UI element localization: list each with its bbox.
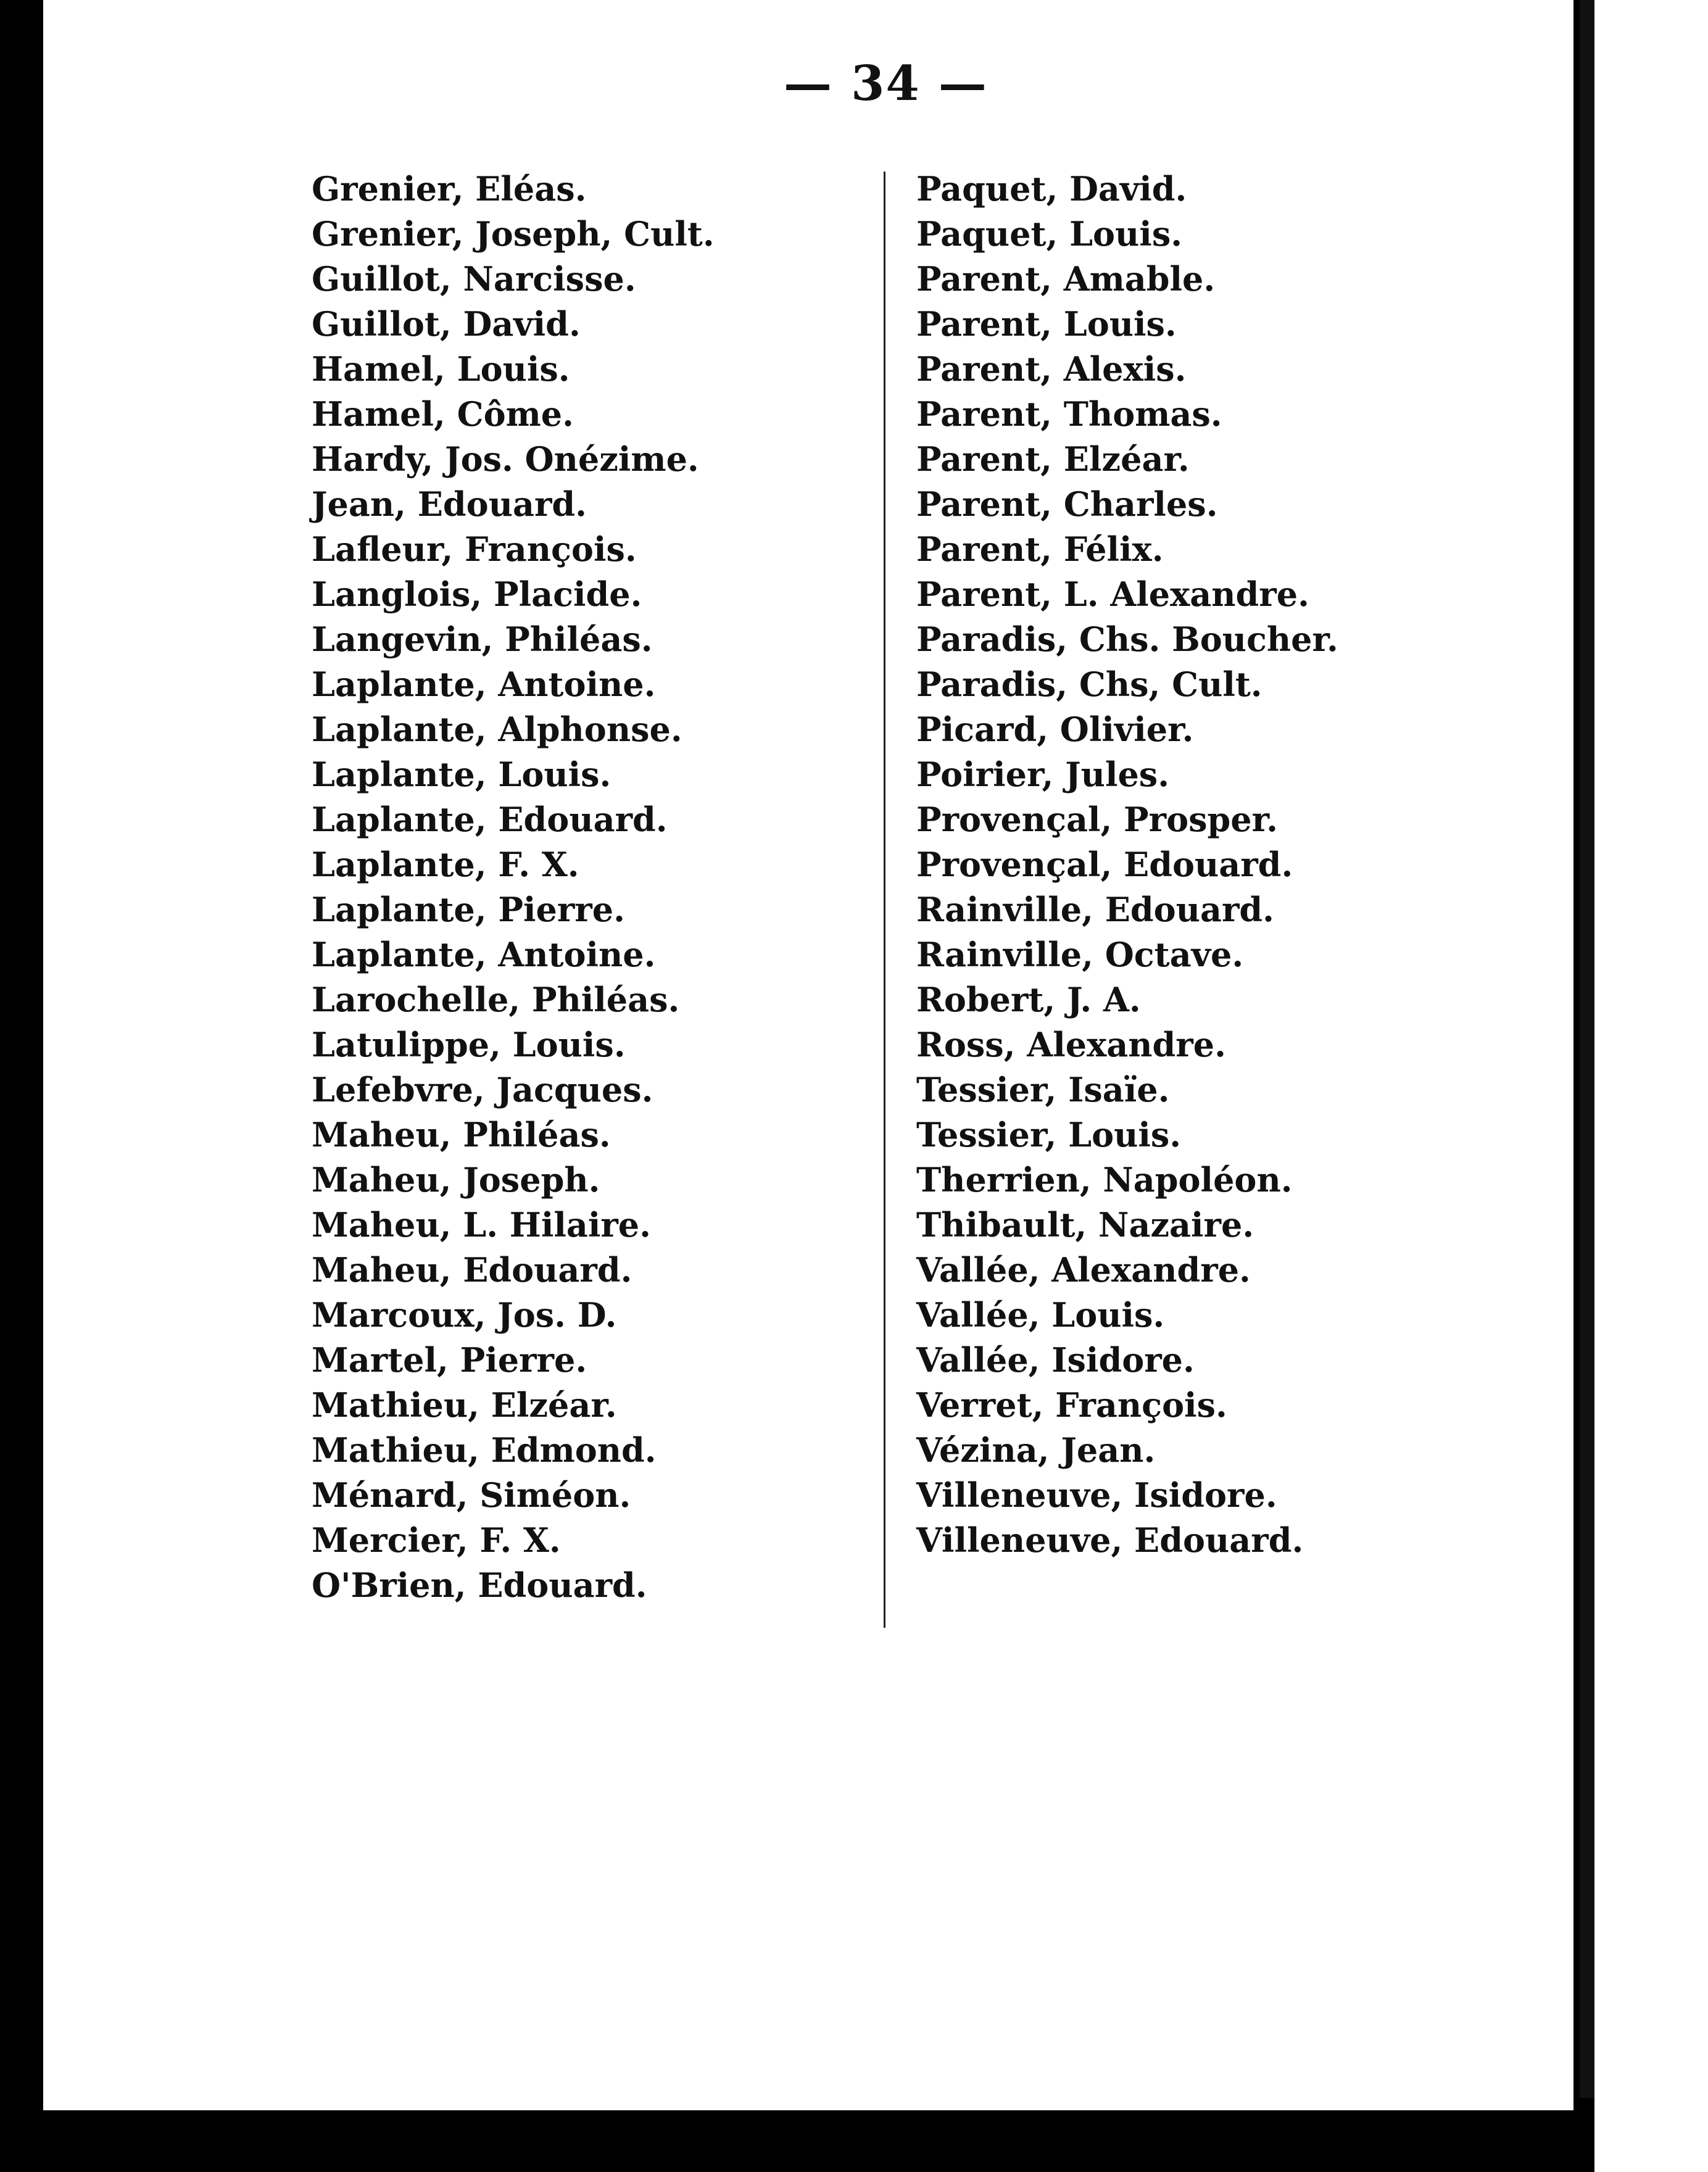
member-name-entry: O'Brien, Edouard.	[312, 1565, 647, 1605]
member-name-entry: Parent, L. Alexandre.	[916, 574, 1309, 614]
member-name-entry: Laplante, Alphonse.	[312, 710, 682, 749]
member-name-entry: Vézina, Jean.	[916, 1430, 1156, 1470]
member-name-entry: Therrien, Napoléon.	[916, 1160, 1293, 1200]
member-name-entry: Villeneuve, Isidore.	[916, 1475, 1277, 1515]
member-name-entry: Mathieu, Elzéar.	[312, 1385, 617, 1425]
member-name-entry: Tessier, Louis.	[916, 1115, 1182, 1154]
member-name-entry: Paquet, Louis.	[916, 214, 1183, 254]
member-name-entry: Grenier, Joseph, Cult.	[312, 214, 715, 254]
member-name-entry: Maheu, L. Hilaire.	[312, 1205, 651, 1245]
member-name-entry: Lafleur, François.	[312, 529, 637, 569]
member-name-entry: Hamel, Côme.	[312, 394, 574, 434]
right-name-column	[916, 167, 1558, 1563]
member-name-entry: Laplante, Antoine.	[312, 935, 656, 974]
member-name-entry: Ménard, Siméon.	[312, 1475, 631, 1515]
book-spine	[1580, 0, 1594, 2098]
member-name-entry: Poirier, Jules.	[916, 755, 1170, 794]
member-name-entry: Mercier, F. X.	[312, 1520, 561, 1560]
member-name-entry: Vallée, Isidore.	[916, 1340, 1195, 1380]
member-name-entry: Maheu, Philéas.	[312, 1115, 611, 1154]
member-name-entry: Grenier, Eléas.	[312, 169, 587, 209]
member-name-entry: Laplante, F. X.	[312, 845, 579, 884]
member-name-entry: Martel, Pierre.	[312, 1340, 587, 1380]
member-name-entry: Ross, Alexandre.	[916, 1025, 1226, 1064]
member-name-entry: Tessier, Isaïe.	[916, 1070, 1170, 1109]
member-name-entry: Rainville, Edouard.	[916, 890, 1274, 929]
member-name-entry: Laplante, Louis.	[312, 755, 611, 794]
member-name-entry: Parent, Alexis.	[916, 349, 1187, 389]
member-name-entry: Jean, Edouard.	[312, 484, 587, 524]
facing-page-edge	[1594, 0, 1708, 2172]
member-name-entry: Larochelle, Philéas.	[312, 980, 680, 1019]
member-name-entry: Maheu, Joseph.	[312, 1160, 600, 1200]
member-name-entry: Parent, Charles.	[916, 484, 1218, 524]
member-name-entry: Robert, J. A.	[916, 980, 1141, 1019]
member-name-entry: Paradis, Chs, Cult.	[916, 665, 1262, 704]
member-name-entry: Vallée, Louis.	[916, 1295, 1165, 1335]
member-name-entry: Villeneuve, Edouard.	[916, 1520, 1304, 1560]
member-name-entry: Langevin, Philéas.	[312, 620, 653, 659]
member-name-entry: Provençal, Prosper.	[916, 800, 1278, 839]
member-name-entry: Vallée, Alexandre.	[916, 1250, 1251, 1290]
member-name-entry: Parent, Félix.	[916, 529, 1164, 569]
member-name-entry: Thibault, Nazaire.	[916, 1205, 1254, 1245]
member-name-entry: Laplante, Pierre.	[312, 890, 625, 929]
member-name-entry: Mathieu, Edmond.	[312, 1430, 657, 1470]
member-name-entry: Lefebvre, Jacques.	[312, 1070, 653, 1109]
member-name-entry: Verret, François.	[916, 1385, 1227, 1425]
column-divider	[884, 172, 885, 1628]
member-name-entry: Maheu, Edouard.	[312, 1250, 632, 1290]
member-name-entry: Hardy, Jos. Onézime.	[312, 439, 699, 479]
page-number: — 34 —	[784, 56, 988, 112]
member-name-entry: Parent, Louis.	[916, 304, 1177, 344]
member-name-entry: Latulippe, Louis.	[312, 1025, 626, 1064]
member-name-entry: Laplante, Antoine.	[312, 665, 656, 704]
member-name-entry: Parent, Thomas.	[916, 394, 1222, 434]
member-name-entry: Picard, Olivier.	[916, 710, 1194, 749]
member-name-entry: Guillot, Narcisse.	[312, 259, 636, 299]
member-name-entry: Rainville, Octave.	[916, 935, 1244, 974]
member-name-entry: Hamel, Louis.	[312, 349, 570, 389]
member-name-entry: Parent, Amable.	[916, 259, 1216, 299]
left-name-column	[312, 167, 848, 1608]
member-name-entry: Provençal, Edouard.	[916, 845, 1293, 884]
member-name-entry: Marcoux, Jos. D.	[312, 1295, 617, 1335]
member-name-entry: Paquet, David.	[916, 169, 1187, 209]
member-name-entry: Parent, Elzéar.	[916, 439, 1190, 479]
member-name-entry: Paradis, Chs. Boucher.	[916, 620, 1338, 659]
member-name-entry: Guillot, David.	[312, 304, 581, 344]
member-name-entry: Laplante, Edouard.	[312, 800, 668, 839]
member-name-entry: Langlois, Placide.	[312, 574, 642, 614]
